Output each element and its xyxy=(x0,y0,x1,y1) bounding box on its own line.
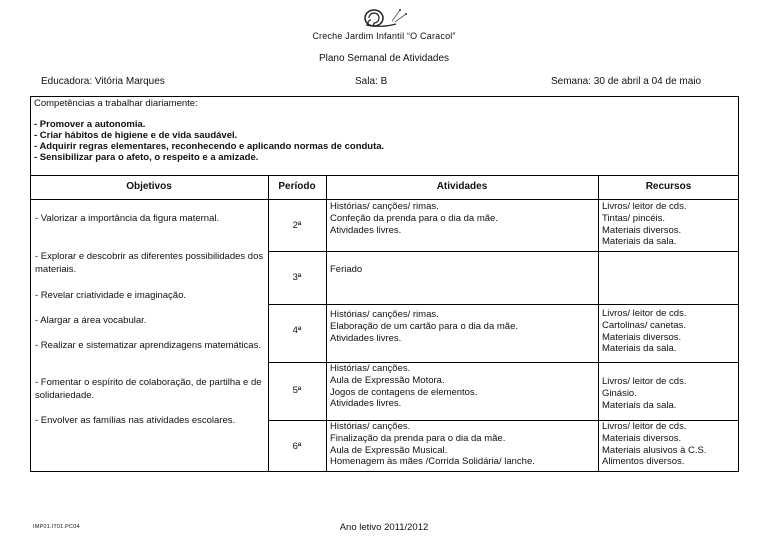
competencias-label: Competências a trabalhar diariamente: xyxy=(34,98,198,109)
table-divider xyxy=(268,304,739,305)
header-recursos: Recursos xyxy=(645,181,692,192)
header-atividades: Atividades xyxy=(436,181,488,192)
periodo-cell: 2ª xyxy=(292,220,302,231)
objetivo-item: - Explorar e descobrir as diferentes possibilidades dos materiais. xyxy=(35,251,264,275)
atividade-line: Aula de Expressão Musical. xyxy=(330,444,448,456)
atividade-line: Atividades livres. xyxy=(330,224,402,236)
competencia-item: - Criar hábitos de higiene e de vida saudável. xyxy=(34,130,238,141)
atividade-line: Feriado xyxy=(330,264,363,275)
objetivo-item: - Envolver as famílias nas atividades escolares. xyxy=(35,415,236,426)
recurso-line: Materiais alusivos à C.S. xyxy=(602,444,707,456)
snail-logo-icon xyxy=(362,6,412,30)
atividades-cell xyxy=(330,363,477,410)
recurso-line: Ginásio. xyxy=(602,387,637,399)
periodo-cell: 4ª xyxy=(292,325,302,336)
atividade-line: Homenagem às mães /Corrida Solidária/ lanche. xyxy=(330,456,535,468)
table-divider xyxy=(30,199,739,200)
recursos-cell xyxy=(602,201,686,248)
recurso-line: Livros/ leitor de cds. xyxy=(602,201,687,212)
atividade-line: Elaboração de um cartão para o dia da mãe. xyxy=(330,320,519,332)
atividade-line: Histórias/ canções. xyxy=(330,363,411,374)
recurso-line: Livros/ leitor de cds. xyxy=(602,421,687,432)
recurso-line: Livros/ leitor de cds. xyxy=(602,308,687,319)
atividades-cell xyxy=(330,264,362,276)
column-divider xyxy=(326,175,327,472)
recursos-cell xyxy=(602,308,686,355)
recursos-cell xyxy=(602,376,686,411)
atividade-line: Finalização da prenda para o dia da mãe. xyxy=(330,432,506,444)
recurso-line: Materiais da sala. xyxy=(602,399,677,411)
competencia-item: - Promover a autonomia. xyxy=(34,119,146,130)
competencia-item: - Adquirir regras elementares, reconhecendo e aplicando normas de conduta. xyxy=(34,141,385,152)
recurso-line: Livros/ leitor de cds. xyxy=(602,376,687,387)
recurso-line: Tintas/ pincéis. xyxy=(602,212,666,224)
atividade-line: Histórias/ canções/ rimas. xyxy=(330,201,439,212)
periodo-cell: 3ª xyxy=(292,272,302,283)
document-title: Plano Semanal de Atividades xyxy=(318,53,450,64)
competencia-item: - Sensibilizar para o afeto, o respeito e a amizade. xyxy=(34,152,259,163)
periodo-cell: 6ª xyxy=(292,441,302,452)
school-name: Creche Jardim Infantil “O Caracol” xyxy=(312,31,456,41)
recursos-cell xyxy=(602,421,707,468)
recurso-line: Alimentos diversos. xyxy=(602,456,685,468)
objetivo-item: - Realizar e sistematizar aprendizagens matemáticas. xyxy=(35,340,261,351)
header-objetivos: Objetivos xyxy=(126,181,172,192)
atividades-cell xyxy=(330,421,535,468)
periodo-cell: 5ª xyxy=(292,385,302,396)
atividade-line: Atividades livres. xyxy=(330,332,402,344)
atividade-line: Aula de Expressão Motora. xyxy=(330,374,445,386)
school-year: Ano letivo 2011/2012 xyxy=(339,522,429,533)
recurso-line: Materiais da sala. xyxy=(602,343,677,355)
recurso-line: Materiais da sala. xyxy=(602,236,677,248)
atividades-cell xyxy=(330,201,498,236)
document-code: IMP01.IT01.PC04 xyxy=(33,524,80,530)
column-divider xyxy=(598,175,599,472)
atividade-line: Histórias/ canções/ rimas. xyxy=(330,309,439,320)
sala-label: Sala: B xyxy=(355,76,388,87)
competencias-section xyxy=(34,98,734,163)
table-divider xyxy=(268,251,739,252)
semana-label: Semana: 30 de abril a 04 de maio xyxy=(551,76,702,87)
atividade-line: Confeção da prenda para o dia da mãe. xyxy=(330,212,498,224)
recurso-line: Materiais diversos. xyxy=(602,224,682,236)
educadora-label: Educadora: Vitória Marques xyxy=(41,76,165,87)
header-periodo: Período xyxy=(278,181,316,192)
atividade-line: Jogos de contagens de elementos. xyxy=(330,386,478,398)
objetivo-item: - Valorizar a importância da figura maternal. xyxy=(35,213,220,224)
recurso-line: Cartolinas/ canetas. xyxy=(602,319,686,331)
objetivo-item: - Alargar a área vocabular. xyxy=(35,315,147,326)
atividade-line: Histórias/ canções. xyxy=(330,421,411,432)
recurso-line: Materiais diversos. xyxy=(602,331,682,343)
atividade-line: Atividades livres. xyxy=(330,398,402,410)
objetivo-item: - Fomentar o espírito de colaboração, de partilha e de solidariedade. xyxy=(35,377,262,401)
recurso-line: Materiais diversos. xyxy=(602,432,682,444)
objetivo-item: - Revelar criatividade e imaginação. xyxy=(35,290,187,301)
atividades-cell xyxy=(330,309,518,344)
